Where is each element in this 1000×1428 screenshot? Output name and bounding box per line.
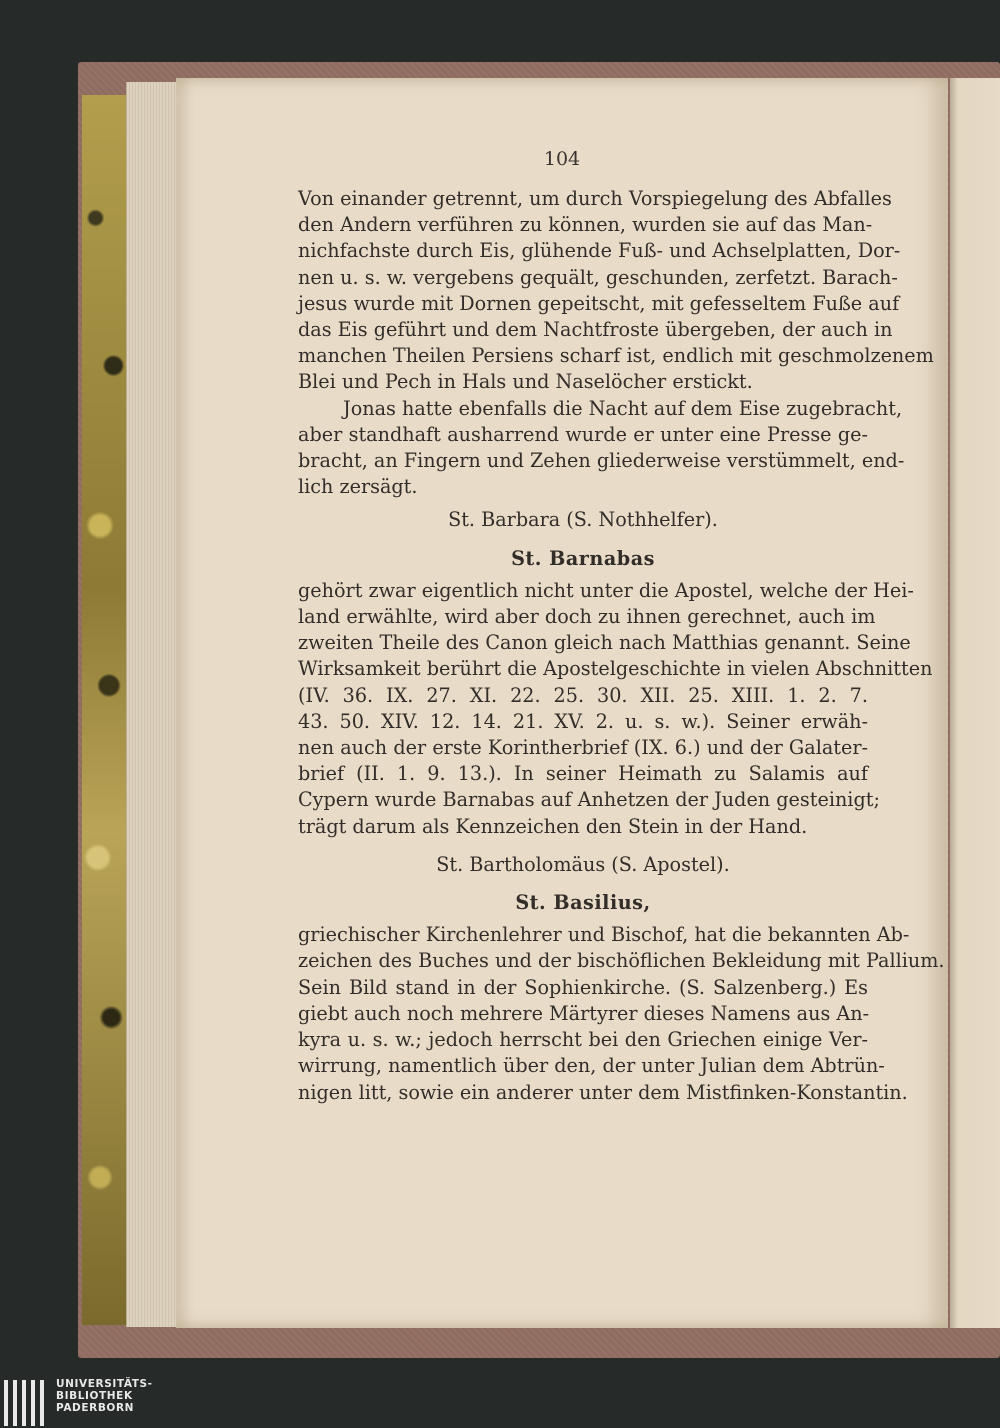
library-logo-icon (4, 1380, 44, 1426)
page-text (298, 186, 945, 1106)
text-line: Blei und Pech in Hals und Naselöcher erstickt. (298, 370, 753, 394)
text-line: 43. 50. XIV. 12. 14. 21. XV. 2. u. s. w.). Seiner erwäh- (298, 709, 868, 733)
text-line: brief (II. 1. 9. 13.). In seiner Heimath zu Salamis auf (298, 762, 868, 786)
text-line: den Andern verführen zu können, wurden sie auf das Man- (298, 213, 873, 237)
library-name-line: BIBLIOTHEK (56, 1390, 133, 1402)
text-line: nen auch der erste Korintherbrief (IX. 6.) und der Galater- (298, 736, 868, 760)
text-line: nen u. s. w. vergebens gequält, geschunden, zerfetzt. Barach- (298, 265, 898, 289)
page-stack-edge (126, 82, 179, 1327)
heading-basilius: St. Basilius, (515, 891, 651, 915)
heading-barbara: St. Barbara (S. Nothhelfer). (448, 508, 718, 532)
text-line: lich zersägt. (298, 475, 418, 499)
text-line: kyra u. s. w.; jedoch herrscht bei den Griechen einige Ver- (298, 1028, 868, 1052)
facing-page-edge (950, 78, 1000, 1328)
text-line: jesus wurde mit Dornen gepeitscht, mit gefesseltem Fuße auf (298, 291, 900, 315)
text-line: gehört zwar eigentlich nicht unter die Apostel, welche der Hei- (298, 578, 914, 602)
text-line: nichfachste durch Eis, glühende Fuß- und Achselplatten, Dor- (298, 239, 901, 263)
text-line: Jonas hatte ebenfalls die Nacht auf dem Eise zugebracht, (343, 396, 903, 420)
book-page (176, 78, 948, 1328)
heading-bartholomaeus: St. Bartholomäus (S. Apostel). (436, 852, 730, 876)
text-line: aber standhaft ausharrend wurde er unter eine Presse ge- (298, 422, 868, 446)
text-line: zeichen des Buches und der bischöflichen Bekleidung mit Pallium. (298, 949, 945, 973)
library-name-line: PADERBORN (56, 1402, 135, 1414)
library-name (56, 1378, 153, 1414)
text-line: bracht, an Fingern und Zehen gliederweise verstümmelt, end- (298, 449, 905, 473)
library-logo (0, 1372, 180, 1428)
text-line: griechischer Kirchenlehrer und Bischof, hat die bekannten Ab- (298, 923, 910, 947)
text-line: Wirksamkeit berührt die Apostelgeschichte in vielen Abschnitten (298, 657, 933, 681)
text-line: land erwählte, wird aber doch zu ihnen gerechnet, auch im (298, 605, 876, 629)
text-line: Cypern wurde Barnabas auf Anhetzen der Juden gesteinigt; (298, 788, 880, 812)
library-name-line: UNIVERSITÄTS- (56, 1378, 153, 1390)
text-line: wirrung, namentlich über den, der unter Julian dem Abtrün- (298, 1054, 885, 1078)
text-line: (IV. 36. IX. 27. XI. 22. 25. 30. XII. 25. XIII. 1. 2. 7. (298, 683, 868, 707)
text-line: Sein Bild stand in der Sophienkirche. (S. Salzenberg.) Es (298, 975, 868, 999)
heading-barnabas: St. Barnabas (511, 546, 655, 570)
text-line: Von einander getrennt, um durch Vorspiegelung des Abfalles (298, 187, 892, 210)
text-line: das Eis geführt und dem Nachtfroste übergeben, der auch in (298, 318, 893, 342)
text-line: manchen Theilen Persiens scharf ist, endlich mit geschmolzenem (298, 344, 934, 368)
page-number: 104 (543, 148, 581, 170)
text-line: giebt auch noch mehrere Märtyrer dieses Namens aus An- (298, 1001, 870, 1025)
text-line: trägt darum als Kennzeichen den Stein in der Hand. (298, 814, 808, 838)
marbled-edge (82, 95, 129, 1325)
text-line: zweiten Theile des Canon gleich nach Matthias genannt. Seine (298, 631, 911, 655)
text-line: nigen litt, sowie ein anderer unter dem Mistfinken-Konstantin. (298, 1080, 908, 1104)
